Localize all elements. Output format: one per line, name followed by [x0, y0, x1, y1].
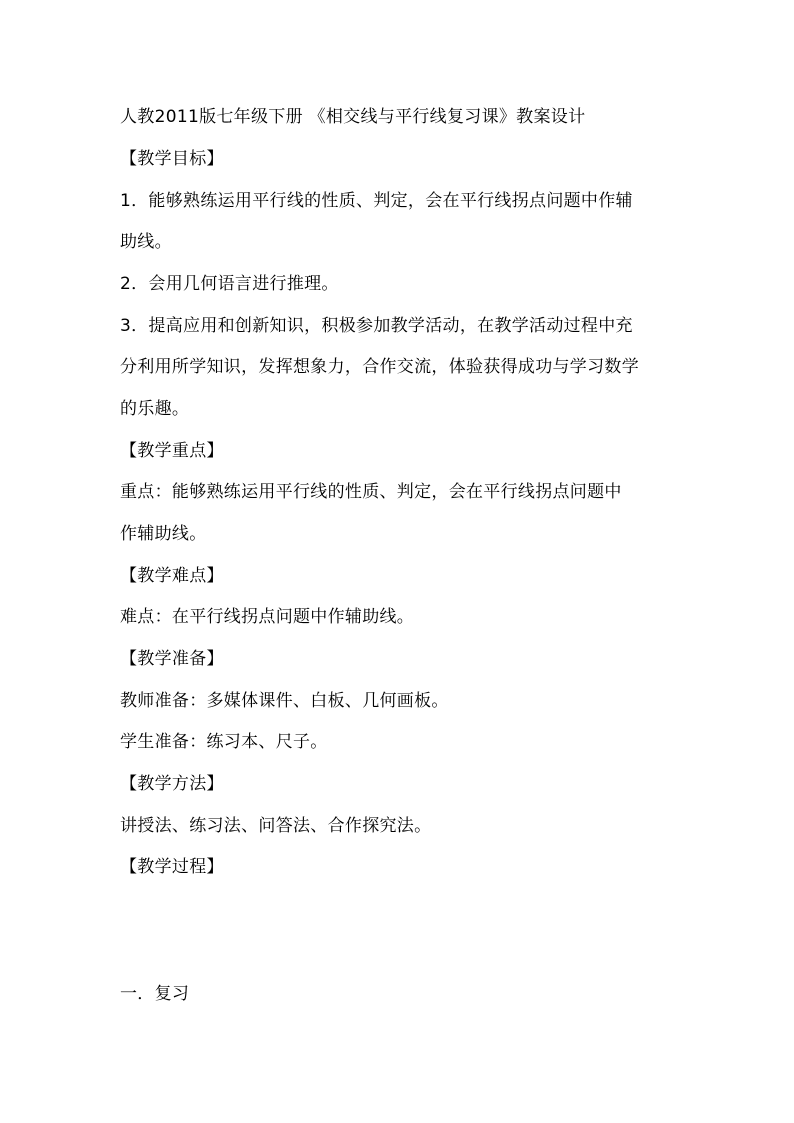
key-points-heading: 【教学重点】	[120, 441, 224, 461]
objective-1-line-2: 助线。	[120, 232, 172, 252]
student-preparation: 学生准备：练习本、尺子。	[120, 732, 328, 752]
section-1-heading: 一．复习	[120, 984, 190, 1004]
objective-1-line-1: 1．能够熟练运用平行线的性质、判定，会在平行线拐点问题中作辅	[120, 191, 633, 211]
preparation-heading: 【教学准备】	[120, 649, 224, 669]
teacher-preparation: 教师准备：多媒体课件、白板、几何画板。	[120, 691, 449, 711]
objectives-heading: 【教学目标】	[120, 149, 224, 169]
process-heading: 【教学过程】	[120, 857, 224, 877]
objective-3-line-3: 的乐趣。	[120, 399, 190, 419]
objective-3-line-2: 分利用所学知识，发挥想象力，合作交流，体验获得成功与学习数学	[120, 357, 639, 377]
key-points-line-1: 重点：能够熟练运用平行线的性质、判定，会在平行线拐点问题中	[120, 482, 622, 502]
key-points-line-2: 作辅助线。	[120, 524, 207, 544]
methods-text: 讲授法、练习法、问答法、合作探究法。	[120, 816, 432, 836]
methods-heading: 【教学方法】	[120, 774, 224, 794]
difficulties-heading: 【教学难点】	[120, 566, 224, 586]
objective-2: 2．会用几何语言进行推理。	[120, 274, 339, 294]
document-title: 人教2011版七年级下册 《相交线与平行线复习课》教案设计	[120, 107, 586, 127]
difficulties-text: 难点：在平行线拐点问题中作辅助线。	[120, 607, 415, 627]
objective-3-line-1: 3．提高应用和创新知识，积极参加教学活动，在教学活动过程中充	[120, 316, 633, 336]
